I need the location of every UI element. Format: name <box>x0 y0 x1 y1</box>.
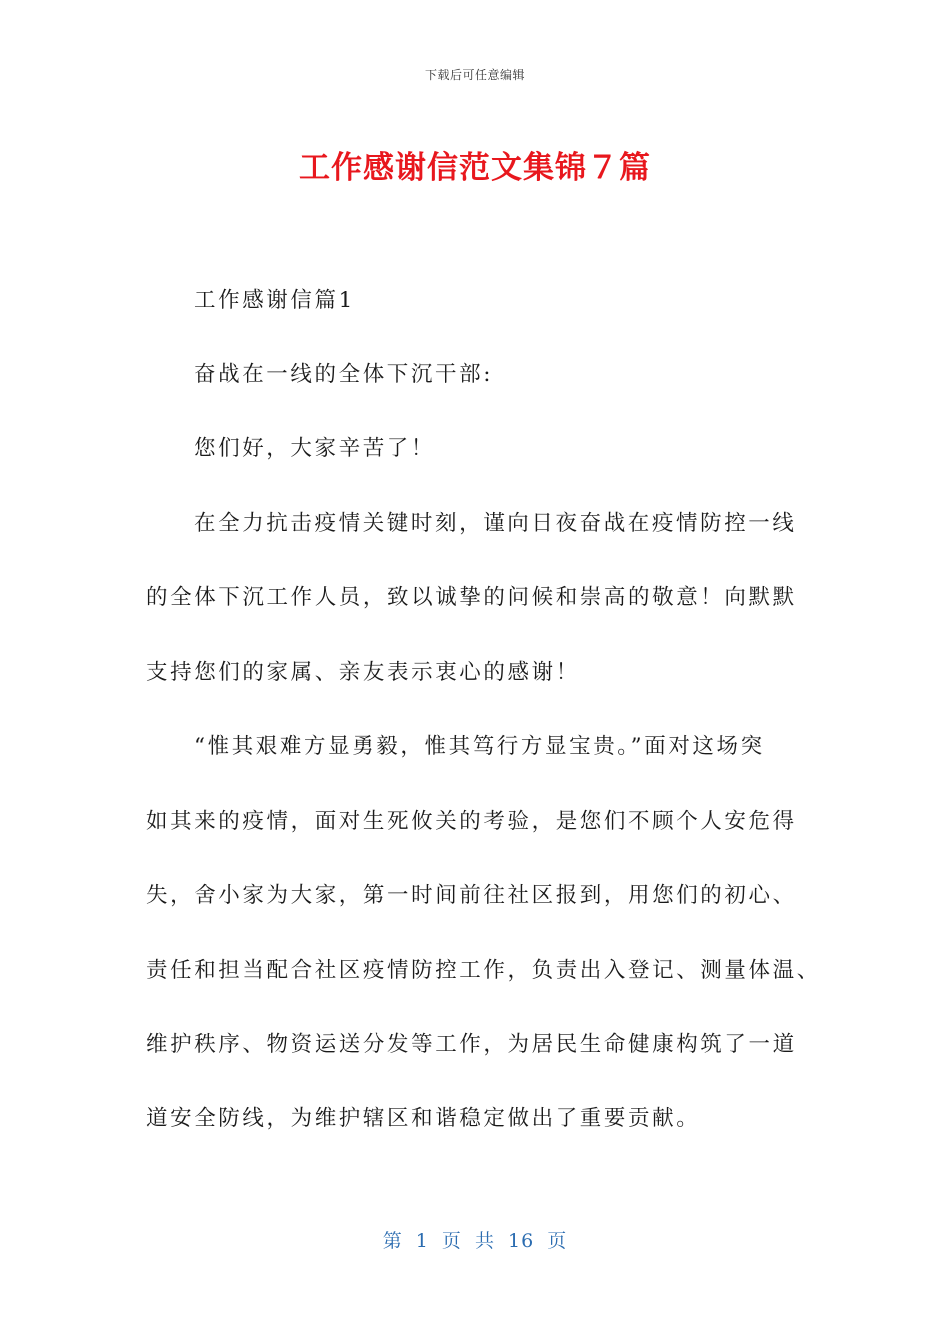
header-note: 下载后可任意编辑 <box>424 68 525 82</box>
paragraph-2-line: “惟其艰难方显勇毅，惟其笃行方显宝贵。”面对这场突 <box>194 734 765 759</box>
paragraph-2-line: 如其来的疫情，面对生死攸关的考验，是您们不顾个人安危得 <box>146 809 797 834</box>
section-heading: 工作感谢信篇1 <box>194 288 355 313</box>
paragraph-1-line: 在全力抗击疫情关键时刻，谨向日夜奋战在疫情防控一线 <box>194 511 797 536</box>
paragraph-2-line: 责任和担当配合社区疫情防控工作，负责出入登记、测量体温、 <box>146 958 821 983</box>
paragraph-2-line: 道安全防线，为维护辖区和谐稳定做出了重要贡献。 <box>146 1106 701 1131</box>
page-number-footer: 第 1 页 共 16 页 <box>382 1230 568 1252</box>
paragraph-1-line: 的全体下沉工作人员，致以诚挚的问候和崇高的敬意！向默默 <box>146 585 797 610</box>
paragraph-2-line: 失，舍小家为大家，第一时间前往社区报到，用您们的初心、 <box>146 883 797 908</box>
document-title: 工作感谢信范文集锦７篇 <box>299 150 651 186</box>
paragraph-2-line: 维护秩序、物资运送分发等工作，为居民生命健康构筑了一道 <box>146 1032 797 1057</box>
salutation: 奋战在一线的全体下沉干部: <box>194 362 494 387</box>
paragraph-1-line: 支持您们的家属、亲友表示衷心的感谢！ <box>146 660 580 685</box>
greeting: 您们好，大家辛苦了！ <box>194 436 436 461</box>
